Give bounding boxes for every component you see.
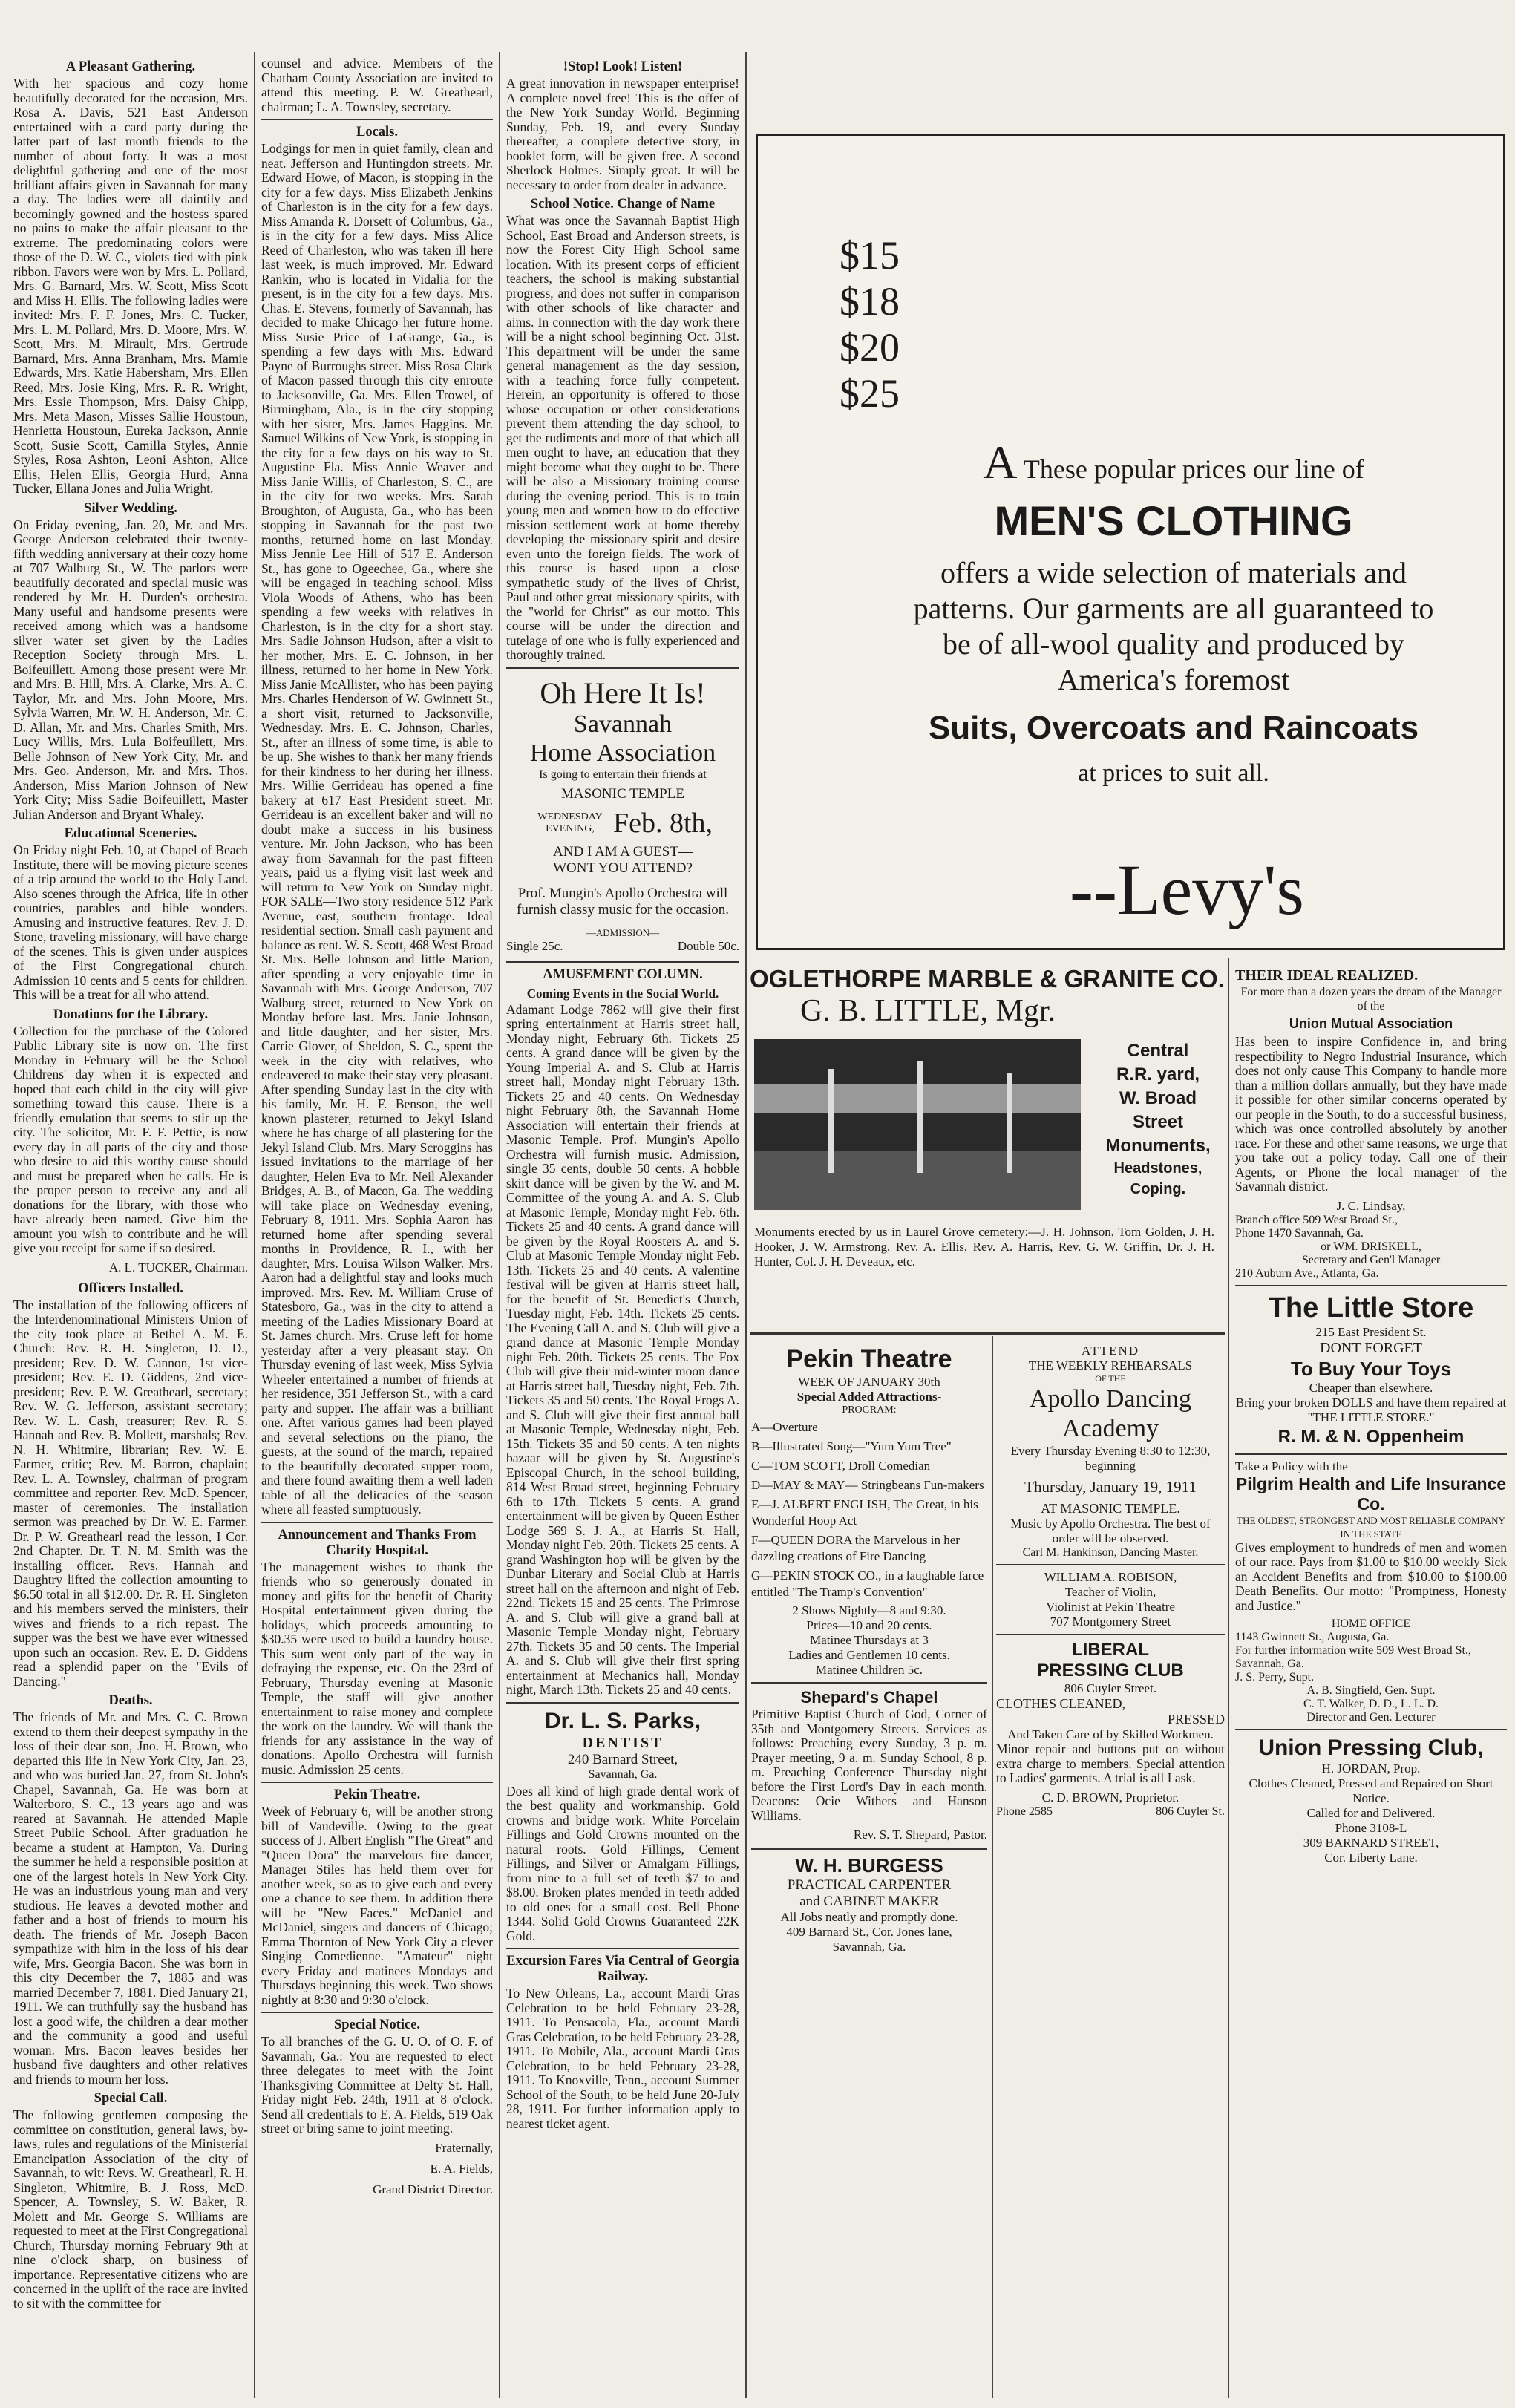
apollo-master: Carl M. Hankinson, Dancing Master. <box>1022 1546 1199 1559</box>
little-store-title: The Little Store <box>1268 1292 1474 1324</box>
ideal-association: Union Mutual Association <box>1289 1016 1453 1031</box>
divider <box>506 961 739 963</box>
pekin-matinee3: Matinee Children 5c. <box>816 1663 923 1677</box>
ad-pekin-theatre <box>751 1344 987 2398</box>
subhead-coming-events: Coming Events in the Social World. <box>526 986 719 1001</box>
ad-robison <box>996 1570 1225 1629</box>
price-list <box>840 232 900 416</box>
ad-union-pressing <box>1235 1735 1507 1865</box>
burgess-line2: and CABINET MAKER <box>799 1894 939 1909</box>
burgess-line3: All Jobs neatly and promptly done. <box>780 1910 958 1924</box>
program-item: B—Illustrated Song—"Yum Yum Tree" <box>751 1439 952 1453</box>
levys-body: offers a wide selection of materials and patterns. Our garments are all guaranteed to be of all-wool quality and produced by America's foremost <box>913 556 1434 696</box>
apollo-venue: AT MASONIC TEMPLE. <box>1041 1501 1180 1516</box>
price-15: $15 <box>840 233 900 278</box>
liberal-text: Minor repair and buttons put on without extra charge to members. Special attention to Ladies' garments. A trial is all I ask. <box>996 1741 1225 1785</box>
marble-loc1: Central <box>1127 1041 1189 1061</box>
article-educational-sceneries: On Friday night Feb. 10, at Chapel of Beach Institute, there will be moving picture scenes of a trip around the world to the Holy Land. Also scenes through the Africa, life in other countries, parables and bible wonders. Amusing and instructive features. Rev. J. D. Stone, traveling missionary, will have charge of the scenes. This is given under auspices of the First Congregational church. Admission 10 cents and 5 cents for children. This will be a treat for all who attend. <box>13 843 248 1002</box>
ad-admission: —ADMISSION— <box>586 926 660 938</box>
ad-dentist <box>506 1708 739 1944</box>
robison-line1: Teacher of Violin, <box>1064 1585 1156 1599</box>
ad-home-association <box>506 673 739 957</box>
divider <box>750 1332 1225 1335</box>
pekin-program-list <box>751 1419 987 1600</box>
ideal-sig2: Branch office 509 West Broad St., <box>1235 1213 1398 1226</box>
column-right <box>1235 965 1507 2398</box>
program-item: F—QUEEN DORA the Marvelous in her dazzling creations of Fire Dancing <box>751 1533 960 1563</box>
divider <box>506 1702 739 1704</box>
pilgrim-line1: Take a Policy with the <box>1235 1459 1348 1473</box>
levys-intro: These popular prices our line of <box>1023 454 1364 484</box>
article-pleasant-gathering: With her spacious and cozy home beautifully decorated for the occasion, Mrs. Rosa A. Davis, 521 East Anderson entertained with a card party during the latter part of last month friends to the number of about forty. It was a most delightful gathering and one of the most brilliant affairs given in Savannah for many a day. The ladies were all daintily and becomingly gowned and the hostess spared no pains to make the affair pleasant to the extreme. The predominating colors were those of the D. W. C., violets tied with pink ribbon. Favors were won by Mrs. L. Pollard, Mrs. G. Barnard, Mrs. W. Scott, Miss Scott and Miss H. Ellis. The following ladies were invited: Mrs. F. F. Jones, Mrs. C. Tucker, Mrs. L. M. Pollard, Mrs. D. Moore, Mrs. W. Scott, Mrs. M. Mirault, Mrs. Gertrude Barnard, Mrs. Anna Branham, Mrs. Mamie Edwards, Mrs. Katie Habersham, Mrs. Ellen Reed, Mrs. Josie King, Mrs. R. R. Wright, Mrs. Essie Thompson, Mrs. Daisy Chipp, Mrs. Meta Mason, Misses Sallie Houstoun, Henrietta Houstoun, Eureka Jackson, Annie Scott, Susie Scott, Camilla Styles, Annie Styles, Rosa Ashton, Leoni Ashton, Alice Ellis, Helen Ellis, Georgia Hurd, Anna Tucker, Ellana Jones and Julia Wright. <box>13 76 248 496</box>
pilgrim-office: HOME OFFICE <box>1331 1617 1411 1630</box>
shepard-pastor: Rev. S. T. Shepard, Pastor. <box>853 1828 987 1842</box>
signature-fraternally: Fraternally, <box>435 2140 493 2155</box>
union-pressing-phone: Phone 3108-L <box>1335 1821 1407 1835</box>
divider <box>261 119 493 120</box>
divider <box>261 1782 493 1783</box>
pekin-week: WEEK OF JANUARY 30th <box>798 1375 940 1389</box>
apollo-rehearsals: THE WEEKLY REHEARSALS <box>1028 1358 1193 1373</box>
marble-monuments: Monuments, <box>1105 1136 1211 1156</box>
union-pressing-line1: Clothes Cleaned, Pressed and Repaired on Short Notice. <box>1249 1776 1493 1805</box>
article-school-notice: What was once the Savannah Baptist High School, East Broad and Anderson streets, is now the Forest City High School same location. With its present corps of efficient teachers, the school is making substantial progress, and does not suffer in comparison with other schools of like character and aims. In connection with the day work there will be a night school beginning Oct. 31st. This department will be under the same general management as the day session, with a teaching force fully competent. Herein, an opportunity is offered to those whose occupation or other considerations prevent them attending the day school, to get the rudiments and more of that which all men ought to have, an education that they might become what they ought to be. There will be also a Missionary training course during the evening period. This is to train young men and women how to do effective mission settlement work at home thereby developing the missionary spirit and desire even unto the foreign fields. The work of this course is based upon a close sympathetic study of the lives of Christ, Paul and other great missionary spirits, with the "world for Christ" as our motto. This course will be under the direction and tutelage of one who is fully experienced and thoroughly trained. <box>506 213 739 662</box>
program-item: A—Overture <box>751 1420 818 1434</box>
burgess-line1: PRACTICAL CARPENTER <box>787 1877 952 1893</box>
liberal-line2: PRESSED <box>1167 1712 1225 1727</box>
liberal-phone: Phone 2585 <box>996 1805 1053 1818</box>
little-store-line5: "THE LITTLE STORE." <box>1307 1410 1435 1424</box>
ideal-title: THEIR IDEAL REALIZED. <box>1235 967 1419 984</box>
pilgrim-more: For further information write 509 West Broad St., Savannah, Ga. <box>1235 1644 1471 1670</box>
headline-locals: Locals. <box>356 125 398 140</box>
article-deaths: The friends of Mr. and Mrs. C. C. Brown extend to them their deepest sympathy in the loss of their dear son, Jno. H. Brown, who departed this life in New York City, Jan. 23, and who was buried Jan. 27, from St. John's Chapel, Savannah, Ga. He was born at Walterboro, S. C., 13 years ago and was reared at Savannah. He attended Maple Street Public School. After graduation he became a student at Hampton, Va. During the summer he held a responsible position at one of the largest hotels in New York City. He was an industrious young man and very studious. He leaves a devoted mother and father and a host of friends to mourn his death. The friends of Mr. Joseph Bacon sympathize with him in the loss of his dear wife, Mrs. Georgia Bacon. She was born in this city December the 7, 1885 and was married December 7, 1881. Died January 21, 1911. We can truthfully say the husband has lost a good wife, the children a dear mother and the community a good and useful woman. Mrs. Bacon leaves besides her husband five daughters and other relatives and friends to mourn her loss. <box>13 1710 248 2087</box>
pilgrim-tagline: THE OLDEST, STRONGEST AND MOST RELIABLE COMPANY IN THE STATE <box>1237 1514 1505 1540</box>
article-excursion-fares: To New Orleans, La., account Mardi Gras Celebration to be held February 23-28, 1911. To Pensacola, Fla., account Mardi Gras Celebration, to be held February 23-28, 1911. To Mobile, Ala., account Mardi Gras Celebration, to be held February 23-28, 1911. To Knoxville, Tenn., account Summer School of the South, to be held June 20-July 28, 1911. For further information apply to nearest ticket agent. <box>506 1986 739 2131</box>
column-rule <box>992 1336 993 2398</box>
headline-charity-hospital: Announcement and Thanks From Charity Hospital. <box>278 1527 477 1558</box>
pekin-matinee2: Ladies and Gentlemen 10 cents. <box>788 1648 950 1662</box>
union-pressing-address2: Cor. Liberty Lane. <box>1324 1851 1418 1865</box>
price-20: $20 <box>840 325 900 370</box>
pekin-shows: 2 Shows Nightly—8 and 9:30. <box>792 1603 946 1617</box>
program-item: E—J. ALBERT ENGLISH, The Great, in his Wonderful Hoop Act <box>751 1497 978 1528</box>
ad-double-price: Double 50c. <box>677 938 739 953</box>
headline-amusement-column: AMUSEMENT COLUMN. <box>543 966 703 982</box>
pilgrim-title: Pilgrim Health and Life Insurance Co. <box>1235 1473 1507 1514</box>
levys-tail: at prices to suit all. <box>1078 759 1269 787</box>
divider <box>506 667 739 669</box>
ad-when: WEDNESDAY EVENING, <box>537 811 603 834</box>
pekin-program: PROGRAM: <box>842 1404 897 1416</box>
marble-text: Monuments erected by us in Laurel Grove cemetery:—J. H. Johnson, Tom Golden, J. H. Hooker, J. W. Armstrong, Rev. A. Ellis, Rev. A. Harris, Rev. G. W. Griffin, Dr. J. H. Hunter, Col. J. H. Deveaux, etc. <box>754 1225 1214 1269</box>
ad-org-line1: Savannah <box>573 710 673 738</box>
program-item: C—TOM SCOTT, Droll Comedian <box>751 1459 931 1473</box>
ad-levys <box>756 134 1505 950</box>
apollo-attend: ATTEND <box>1081 1344 1140 1358</box>
liberal-title2: PRESSING CLUB <box>1037 1661 1184 1681</box>
divider <box>261 2012 493 2013</box>
ad-headline: Oh Here It Is! <box>540 675 706 710</box>
apollo-date: Thursday, January 19, 1911 <box>1024 1478 1197 1496</box>
pilgrim-sig3: C. T. Walker, D. D., L. L. D. <box>1303 1698 1439 1710</box>
ad-music: Prof. Mungin's Apollo Orchestra will furnish classy music for the occasion. <box>517 885 729 917</box>
article-special-notice: To all branches of the G. U. O. of O. F. of Savannah, Ga.: You are requested to elect three delegates to meet with the Joint Thanksgiving Committee at Delty St. Hall, Friday night Feb. 24th, 1911 at 8 o'clock. Send all credentials to E. A. Fields, 519 Oak street or bring same to joint meeting. <box>261 2034 493 2136</box>
article-stop-look-listen: A great innovation in newspaper enterprise! A complete novel free! This is the offer of the New York Sunday World. Beginning Sunday, Feb. 19, and every Sunday thereafter, a complete detective story, in booklet form, will be given free. A second Sherlock Holmes. Simply great. It will be necessary to order from dealer in advance. <box>506 76 739 192</box>
divider <box>996 1634 1225 1635</box>
headline-pekin-theatre-news: Pekin Theatre. <box>333 1787 421 1802</box>
headline-special-call: Special Call. <box>94 2091 168 2106</box>
shepard-title: Shepard's Chapel <box>800 1688 938 1707</box>
program-item: G—PEKIN STOCK CO., in a laughable farce entitled "The Tramp's Convention" <box>751 1568 984 1599</box>
union-pressing-address1: 309 BARNARD STREET, <box>1303 1836 1439 1850</box>
little-store-address: 215 East President St. <box>1315 1324 1427 1339</box>
apollo-of-the: OF THE <box>1095 1373 1126 1384</box>
robison-line2: Violinist at Pekin Theatre <box>1046 1600 1175 1614</box>
ideal-sig3: Phone 1470 Savannah, Ga. <box>1235 1226 1364 1240</box>
column-rule <box>254 52 255 2398</box>
divider <box>1235 1453 1507 1455</box>
little-store-line2: To Buy Your Toys <box>1290 1357 1452 1380</box>
program-item: D—MAY & MAY— Stringbeans Fun-makers <box>751 1478 984 1492</box>
ideal-sig1: J. C. Lindsay, <box>1336 1198 1406 1213</box>
pilgrim-text: Gives employment to hundreds of men and women of our race. Pays from $1.00 to $10.00 weekly Sick an Accident Benefits and from $10.00 to $100.00 Death Benefits. Our motto: "Promptness, Honesty and Justice." <box>1235 1540 1507 1613</box>
ad-org-line2: Home Association <box>529 739 716 767</box>
ad-venue: MASONIC TEMPLE <box>561 785 684 802</box>
article-amusement: Adamant Lodge 7862 will give their first spring entertainment at Harris street hall, Monday night, February 6th. Tickets 25 cents. A grand dance will be given by the Young Imperial A. and S. Club at Harris street hall, Monday night February 13th. Tickets 25 and 40 cents. On Wednesday night February 8th, the Savannah Home Association will entertain their friends at Masonic Temple. Prof. Mungin's Apollo Orchestra will furnish music. Admission, single 35 cents, double 50 cents. A hobble skirt dance will be given by the W. and M. Committee of the young A. and A. S. Club at Masonic Temple, Monday night Feb. 6th. Tickets 25 and 40 cents. A grand dance will be given by the Royal Roosters A. and S. Club at Masonic Temple Monday night Feb. 13th. Tickets 25 and 40 cents. A valentine festival will be given at Harris street hall, for the benefit of St. Benedict's Church, Tuesday night, Feb. 14th. Tickets 25 cents. The Evening Call A. and S. Club will give a grand dance at Masonic Temple Monday night Feb. 20th. Tickets 25 cents. The Fox Club will give their mid-winter moon dance at Harris street hall, Tuesday night, Feb. 7th. Tickets 35 and 50 cents. The Royal Frogs A. and S. Club will give their first annual ball at Masonic Temple, Wednesday night, Feb. 15th. Tickets 35 and 50 cents. A ten nights bazaar will be given by St. Augustine's Episcopal Church, in the school building, 814 West Broad street, beginning February 6th to 17th. Tickets 5 cents. A grand entertainment will be given by Queen Esther Lodge 569 S. J. A., at Harris St. Hall, Monday night Feb. 20th. Tickets 25 cents. A grand Washington hop will be given by the Dunbar Literary and Social Club at Harris street hall on the afternoon and night of Feb. 22nd. Tickets 15 and 25 cents. The Primrose A. and S. Club will give a grand ball at Masonic Temple Monday night, February 27th. Tickets 35 and 50 cents. The Imperial A. and S. Club will give their first spring entertainment at Mechanics hall, Monday night, March 13th. Tickets 25 and 40 cents. <box>506 1001 739 1697</box>
marble-headstones: Headstones, <box>1113 1160 1202 1177</box>
divider <box>1235 1285 1507 1286</box>
column-rule <box>745 52 747 2398</box>
little-store-owner: R. M. & N. Oppenheim <box>1277 1426 1465 1447</box>
ad-pilgrim <box>1235 1459 1507 1725</box>
headline-educational-sceneries: Educational Sceneries. <box>64 826 197 841</box>
divider <box>261 1522 493 1523</box>
headline-special-notice: Special Notice. <box>333 2018 421 2032</box>
union-pressing-title: Union Pressing Club, <box>1258 1735 1484 1760</box>
apollo-title1: Apollo Dancing <box>1029 1385 1192 1413</box>
divider <box>751 1848 987 1850</box>
levys-suits: Suits, Overcoats and Raincoats <box>928 710 1419 746</box>
marble-loc2: R.R. yard, <box>1116 1064 1200 1084</box>
burgess-title: W. H. BURGESS <box>795 1854 943 1877</box>
apollo-title2: Academy <box>1061 1415 1159 1442</box>
apollo-schedule: Every Thursday Evening 8:30 to 12:30, beginning <box>1010 1444 1211 1473</box>
little-store-line1: DONT FORGET <box>1320 1339 1422 1356</box>
little-store-line3: Cheaper than elsewhere. <box>1309 1380 1433 1395</box>
article-silver-wedding: On Friday evening, Jan. 20, Mr. and Mrs. George Anderson celebrated their twenty-fifth wedding anniversary at their cozy home at 707 Walburg St., W. The parlors were beautifully decorated and special music was rendered by Mr. H. Durden's orchestra. Many useful and handsome presents were received among which was a handsome silver water set given by the Ladies Reception Society through Mrs. L. Boifeuillett. Among those present were Mr. and Mrs. B. Hill, Mrs. A. Clarke, Mrs. A. C. Taylor, Mr. and Mrs. John Moore, Mrs. Sylvia Warren, Mr. W. H. Anderson, Mr. C. D. Allan, Mr. and Mrs. Charles Smith, Mrs. Lucy Willis, Mrs. Lula Boifeuillett, Mrs. Belle Johnson of New York City, Mr. and Mrs. Geo. Anderson, Mr. and Mrs. Thos. Anderson, Miss Marion Johnson of New York City; Miss Sadie Boifeuillett, Master Julian Anderson and Bryant Whaley. <box>13 517 248 822</box>
headline-excursion-fares: Excursion Fares Via Central of Georgia Railway. <box>506 1954 739 1984</box>
dentist-text: Does all kind of high grade dental work of the best quality and workmanship. Gold crowns and bridge work. White Porcelain Fillings and Gold Crowns mounted on the natural roots. Gold Fillings, Cement Fillings, and Silver or Amalgam Fillings, from nine to a full set of teeth $7 to and $8.00. Broken plates mended in teeth added to old ones for a small cost. Bell Phone 1344. Solid Gold Crowns Guaranteed 22K Gold. <box>506 1783 739 1943</box>
liberal-address2: 806 Cuyler St. <box>1156 1805 1225 1818</box>
marble-loc3: W. Broad <box>1119 1088 1197 1108</box>
pilgrim-address: 1143 Gwinnett St., Augusta, Ga. <box>1235 1631 1390 1643</box>
drop-cap: A <box>983 436 1018 488</box>
dentist-city: Savannah, Ga. <box>588 1767 658 1781</box>
headline-school-notice: School Notice. Change of Name <box>530 197 716 212</box>
ad-liberal-pressing <box>996 1640 1225 1819</box>
ad-guest-line1: AND I AM A GUEST— <box>553 843 693 860</box>
headline-pleasant-gathering: A Pleasant Gathering. <box>65 59 196 74</box>
ad-date: Feb. 8th, <box>612 807 713 839</box>
liberal-line1: CLOTHES CLEANED, <box>996 1696 1125 1711</box>
pilgrim-sig4: Director and Gen. Lecturer <box>1306 1711 1436 1724</box>
union-pressing-prop: H. JORDAN, Prop. <box>1321 1761 1421 1776</box>
liberal-address: 806 Cuyler Street. <box>1064 1681 1157 1695</box>
pekin-special: Special Added Attractions- <box>796 1390 942 1404</box>
marble-manager: G. B. LITTLE, Mgr. <box>799 994 1056 1028</box>
headline-officers-installed: Officers Installed. <box>78 1280 183 1296</box>
robison-name: WILLIAM A. ROBISON, <box>1044 1570 1177 1584</box>
ad-oglethorpe-marble <box>750 965 1225 1329</box>
union-pressing-line2: Called for and Delivered. <box>1306 1806 1436 1820</box>
headline-silver-wedding: Silver Wedding. <box>84 500 177 516</box>
signature-fields: E. A. Fields, <box>430 2161 493 2176</box>
burgess-line4: 409 Barnard St., Cor. Jones lane, <box>786 1925 952 1939</box>
divider <box>506 1948 739 1949</box>
divider <box>751 1682 987 1684</box>
ad-line: Is going to entertain their friends at <box>539 768 707 781</box>
article-locals: Lodgings for men in quiet family, clean and neat. Jefferson and Huntingdon streets. Mr. Edward Howe, of Macon, is stopping in the city for a few days. Miss Elizabeth Jenkins of Charleston is in the city for a few days. Miss Amanda R. Dorsett of Columbus, Ga., is in the city for a few days. Miss Alice Reed of Charleston, who was taken ill here last week, is much improved. Mr. Edward Rankin, who is located in Vidalia for the present, is in the city for a few days. Mrs. Chas. E. Stevens, formerly of Savannah, has decided to make Chicago her future home. Miss Susie Price of LaGrange, Ga., is spending a few days with Mrs. Edward Payne of Burroughs street. Miss Rosa Clark of Macon passed through this city enroute to Jacksonville, Ga. Mrs. Ellen Trowel, of Birmingham, Ala., is in the city stopping with her sister, Mrs. James Haggins. Mr. Samuel Wilkins of New York, is stopping in the city for a few days on his way to St. Augustine Fla. Miss Annie Weaver and Miss Janie Willis, of Charleston, S. C., are in the city for two weeks. Mrs. Sarah Broughton, of Augusta, Ga., who has been stopping in Savannah for the past two months, returned home on last Monday. Miss Jennie Lee Hill of 517 E. Anderson St., has gone to Ogeechee, Ga., where she will be engaged in teaching school. Miss Viola Woods of Athens, who has been spending a few weeks with relatives in Charleston, is in the city for a short stay. Mrs. Sadie Johnson Hudson, after a visit to her mother, Mrs. E. C. Johnson, in her illness, returned to her home in New York. Miss Janie McAllister, who has been paying Mrs. Charles Henderson of W. Gwinnett St., a short visit, returned to Jacksonville, Wednesday. Mrs. E. C. Johnson, Charles, St., after an illness of some time, is able to be up. She wishes to thank her many friends for their kindness to her during her illness. Mrs. Willie Gerrideau has opened a fine bakery at 617 East President street. Mr. Gerrideau is an excellent baker and will no doubt make a success in his business venture. Mr. John Jackson, who has been away from Savannah for the past fifteen years, paid us a flying visit last week and will return to New York on Sunday night. FOR SALE—Two story residence 512 Park Avenue, east, southern frontage. Ideal residential section. Small cash payment and balance as rent. W. S. Scott, 468 West Broad St. Mrs. Belle Johnson and little Marion, after spending a very enjoyable time in Savannah with Mrs. George Anderson, 707 Walburg street, returned to New York on Monday before last. Mrs. Janie Johnson, and little daughter, and her sister, Mrs. Carrie Glover, of Sheldon, S. C., spent the week in the city with relatives, who endeavered to make their stay very pleasant. After spending Sunday last in the city with his family, Mr. H. F. Benson, the well known plasterer, returned to Jekyl Island where he has charge of all plastering for the Jekyl Island Club. Mrs. Mary Scroggins has issued invitations to the marriage of her daughter, Helen Eva to Mr. Neil Alexander Bridges, A. B., of Macon, Ga. The wedding will take place on Wednesday evening, February 8, 1911. Mrs. Sophia Aaron has returned home after spending several months in Providence, R. I., with her daughter, Mrs. Louisa Wilson Walker. Mrs. Aaron had a delightful stay and looks much improved. Mrs. Rev. M. William Cruse of Statesboro, Ga., was in the city to attend a meeting of the Ladies Missionary Board at St. James church. Mrs. Cruse left for home yesterday after a very pleasant stay. On Thursday evening of last week, Miss Sylvia Wheeler entertained a number of friends at her residence, 351 Jefferson St., with a card party and supper. The affair was a brilliant one. After various games had been played and several selections on the piano, the guests, at the sound of the march, repaired to the beautifully decorated supper room, and there found awaiting them a well laden table of all the delicacies of the season where all feasted sumptuously. <box>261 141 493 1517</box>
marble-title: OGLETHORPE MARBLE & GRANITE CO. <box>750 965 1225 992</box>
ad-little-store <box>1235 1291 1507 1449</box>
shepard-text: Primitive Baptist Church of God, Corner of 35th and Montgomery Streets. Services as follows: Preaching every Sunday, 3 p. m. Prayer meeting, 9 a. m. Sunday School, 8 p. m. Preaching Conference Thursday night before the First Lord's Day in each month. Deacons: Ocie Withers and Hanson Williams. <box>751 1707 987 1823</box>
apollo-music: Music by Apollo Orchestra. The best of order will be observed. <box>1010 1517 1211 1545</box>
ad-single-price: Single 25c. <box>506 938 563 953</box>
column-3 <box>506 56 739 2402</box>
robison-line3: 707 Montgomery Street <box>1050 1614 1171 1629</box>
ad-burgess <box>751 1854 987 1954</box>
article-special-call: The following gentlemen composing the committee on constitution, general laws, by-laws, rules and regulations of the Ministerial Emancipation Association of the city of Savannah, to wit: Revs. W. Greathearl, R. H. Singleton, Whitmire, B. J. Ross, McD. Spencer, A. Townsley, S. W. Baker, R. Molett and Mr. George S. Williams are requested to meet at the First Congregational Church, Thursday morning February 9th at nine o'clock sharp, on business of importance. Representative citizens who are concerned in the uplift of the race are invited to sit with the committee for <box>13 2107 248 2311</box>
pilgrim-sig1: J. S. Perry, Supt. <box>1235 1671 1315 1684</box>
burgess-line5: Savannah, Ga. <box>832 1940 906 1954</box>
article-charity-hospital: The management wishes to thank the friends who so generously donated in money and gifts for the benefit of Charity Hospital entertainment given during the holidays, which proceeds amounting to $30.35 were used to build a laundry house. This sum went only part of the way in defraying the expense, etc. On the 23rd of February, Thursday evening at Masonic Temple, the staff will give another entertainment to raise money and complete the work on the laundry. We will thank the friends for any assistance in the way of donations. Apollo Orchestra will furnish music. Admission 25 cents. <box>261 1559 493 1777</box>
column-rule <box>499 52 500 2398</box>
pekin-matinee: Matinee Thursdays at 3 <box>810 1633 929 1647</box>
price-18: $18 <box>840 279 900 324</box>
divider <box>1235 1729 1507 1730</box>
divider <box>996 1564 1225 1565</box>
dentist-address: 240 Barnard Street, <box>567 1751 678 1767</box>
headline-deaths: Deaths. <box>108 1693 153 1708</box>
levys-mens-clothing: MEN'S CLOTHING <box>994 497 1353 544</box>
column-1 <box>13 56 248 2402</box>
pekin-title: Pekin Theatre <box>786 1345 952 1373</box>
column-rule <box>1228 958 1229 2398</box>
liberal-title1: LIBERAL <box>1072 1640 1149 1660</box>
liberal-prop: C. D. BROWN, Proprietor. <box>1041 1790 1179 1805</box>
column-2 <box>261 56 493 2402</box>
article-officers-installed: The installation of the following officers of the Interdenominational Ministers Union of the city took place at Bethel A. M. E. Church: Rev. R. H. Singleton, D. D., president; Rev. D. W. Cannon, 1st vice-president; Rev. E. D. Giddens, 2nd vice-president; Rev. P. W. Greathearl, secretary; Rev. W. G. Jefferson, assistant secretary; Rev. W. L. Cash, treasurer; Rev. R. S. Hannah and Rev. B. Mollett, marshals; Rev. N. H. Whitmire, librarian; Rev. W. E. Farmer, critic; Rev. M. Barron, chaplain; Rev. L. A. Townsley, chairman of program committee and reporter. Rev. McD. Spencer, master of ceremonies. The installation sermon was preached by Dr. W. E. Farmer. Dr. P. W. Greathearl read the lesson, I Cor. 2nd Chapter. Dr. T. N. M. Smith was the installing officer. Revs. Hannah and Daughtry lifted the collection amounting to $6.50 total in all $12.00. Dr. R. H. Singleton and his members served the ministers, their wives and friends to a rich repast. The supper was the best we have ever witnessed upon such an occasion. Rev. E. D. Giddens read a splendid paper on the "Evils of Dancing." <box>13 1297 248 1689</box>
dentist-name: Dr. L. S. Parks, <box>544 1708 701 1733</box>
ad-guest-line2: WONT YOU ATTEND? <box>553 860 693 876</box>
levys-logo: --Levy's <box>1070 850 1304 929</box>
ideal-sig4: or WM. DRISKELL, <box>1321 1240 1421 1253</box>
article-pekin-theatre-news: Week of February 6, will be another strong bill of Vaudeville. Owing to the great success of J. Albert English "The Great" and "Queen Dora" the marvelous fire dancer, Manager Stiles has held them over for another week, so as to give each and every one a chance to see them. In addition there will be "New Faces." McDaniel and McDaniel, singers and dancers of Chicago; Emma Thornton of New York City a clever Singing Comedienne. "Amateur" night every Friday and matinees Mondays and Thursdays beginning this week. Two shows nightly at 8:30 and 9:30 o'clock. <box>261 1804 493 2007</box>
ideal-sig6: 210 Auburn Ave., Atlanta, Ga. <box>1235 1266 1379 1280</box>
headline-donations-library: Donations for the Library. <box>53 1007 209 1022</box>
ad-apollo-academy <box>996 1344 1225 1560</box>
little-store-line4: Bring your broken DOLLS and have them repaired at <box>1235 1395 1507 1410</box>
marble-loc4: Street <box>1132 1112 1184 1132</box>
price-25: $25 <box>840 371 900 416</box>
column-apollo <box>996 1344 1225 2398</box>
headline-stop-look-listen: !Stop! Look! Listen! <box>563 59 683 74</box>
ideal-sig5: Secretary and Gen'l Manager <box>1301 1253 1441 1266</box>
signature-director: Grand District Director. <box>373 2182 493 2196</box>
liberal-line3: And Taken Care of by Skilled Workmen. <box>1007 1727 1214 1741</box>
ideal-intro: For more than a dozen years the dream of the Manager of the <box>1240 986 1502 1012</box>
dentist-title: DENTIST <box>582 1734 664 1751</box>
pilgrim-sig2: A. B. Singfield, Gen. Supt. <box>1306 1684 1436 1697</box>
signature-tucker: A. L. TUCKER, Chairman. <box>108 1260 248 1275</box>
pekin-prices: Prices—10 and 20 cents. <box>806 1618 932 1632</box>
ideal-text: Has been to inspire Confidence in, and bring respectibility to Negro Industrial Insurance, which does not only cause This Company to handle more than a million dollars annually, but they have made it possible for other similar concerns operated by our people in the South, to do a successful business, which was once controlled absolutely by another race. For these and other same reasons, we urge that you take out a policy today. Call one of their Agents, or Phone the local manager of the Savannah district. <box>1235 1034 1507 1194</box>
yard-photo <box>754 1039 1081 1210</box>
marble-coping: Coping. <box>1130 1181 1186 1197</box>
article-continued: counsel and advice. Members of the Chatham County Association are invited to attend this meeting. P. W. Greathearl, chairman; L. A. Townsley, secretary. <box>261 56 493 114</box>
article-donations-library: Collection for the purchase of the Colored Public Library site is now on. The first Monday in February will be the School Childrens' day when it is expected and hoped that each child in the city will give something toward this cause. There is a friendly emulation that seems to stir up the city. The solicitor, Mr. F. F. Pettie, is now every day in all parts of the city and those who desire to aid this worthy cause should and must be prepared when he calls. He is the proper person to receive any and all donations for the library, with those who have already been named. Give him the amount you wish to contribute and he will give you receipt for same if so desired. <box>13 1023 248 1255</box>
